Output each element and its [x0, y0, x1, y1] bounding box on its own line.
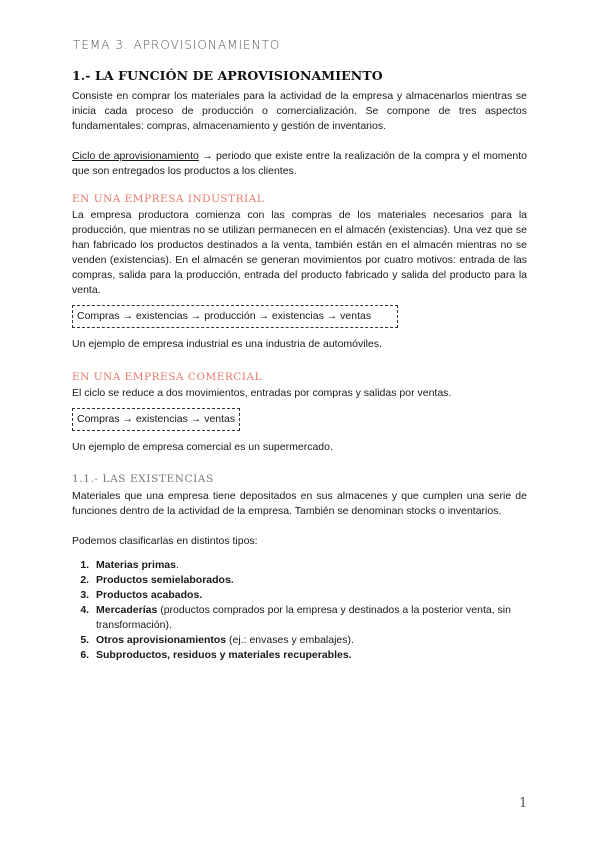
commercial-example: Un ejemplo de empresa comercial es un supermercado. [72, 441, 333, 453]
section-heading: 1.- LA FUNCIÓN DE APROVISIONAMIENTO [72, 68, 383, 83]
commercial-paragraph: El ciclo se reduce a dos movimientos, entradas por compras y salidas por ventas. [72, 387, 452, 399]
commercial-heading: EN UNA EMPRESA COMERCIAL [72, 371, 263, 383]
cycle-def-text: → periodo que existe entre la realización de la compra y el momento que son entregados los productos a los clientes. [72, 150, 527, 177]
page-header: TEMA 3. APROVISIONAMIENTO [73, 38, 281, 52]
intro-paragraph: Consiste en comprar los materiales para la actividad de la empresa y almacenarlos mientras se inicia cada proceso de producción o comercialización. Se compone de tres aspectos fundamentales: compras, almacenamiento y gestión de inventarios. [72, 90, 527, 132]
industrial-flow-box: Compras → existencias → producción → existencias → ventas [72, 305, 398, 328]
industrial-heading: EN UNA EMPRESA INDUSTRIAL [72, 193, 265, 205]
list-item: 2. Productos semielaborados. [92, 573, 527, 588]
cycle-term: Ciclo de aprovisionamiento [72, 150, 199, 162]
stock-types-list [72, 558, 527, 663]
classify-text: Podemos clasificarlas en distintos tipos: [72, 535, 258, 547]
list-item: 3. Productos acabados. [92, 588, 527, 603]
list-item: 1. Materias primas. [92, 558, 527, 573]
industrial-paragraph: La empresa productora comienza con las compras de los materiales necesarios para la producción, que mientras no se utilizan permanecen en el almacén (existencias). Una vez que se han fabricado los productos destinados a la venta, también están en el almacén mientras no se venden (existencias). En el almacén se generan movimientos por cuatro motivos: entrada de las compras, salida para la producción, entrada del producto fabricado y salida del producto para la venta. [72, 209, 527, 296]
list-item: 5. Otros aprovisionamientos (ej.: envases y embalajes). [92, 633, 527, 648]
commercial-flow-box: Compras → existencias → ventas [72, 408, 240, 431]
cycle-definition [72, 149, 527, 179]
stocks-heading: 1.1.- LAS EXISTENCIAS [72, 473, 214, 485]
industrial-example: Un ejemplo de empresa industrial es una industria de automóviles. [72, 338, 382, 350]
page-content [72, 68, 527, 663]
stocks-paragraph: Materiales que una empresa tiene depositados en sus almacenes y que cumplen una serie de funciones dentro de la actividad de la empresa. También se denominan stocks o inventarios. [72, 490, 527, 517]
list-item: 6. Subproductos, residuos y materiales recuperables. [92, 648, 527, 663]
page-number: 1 [519, 796, 528, 811]
list-item: 4. Mercaderías (productos comprados por la empresa y destinados a la posterior venta, sin transformación). [92, 603, 527, 633]
